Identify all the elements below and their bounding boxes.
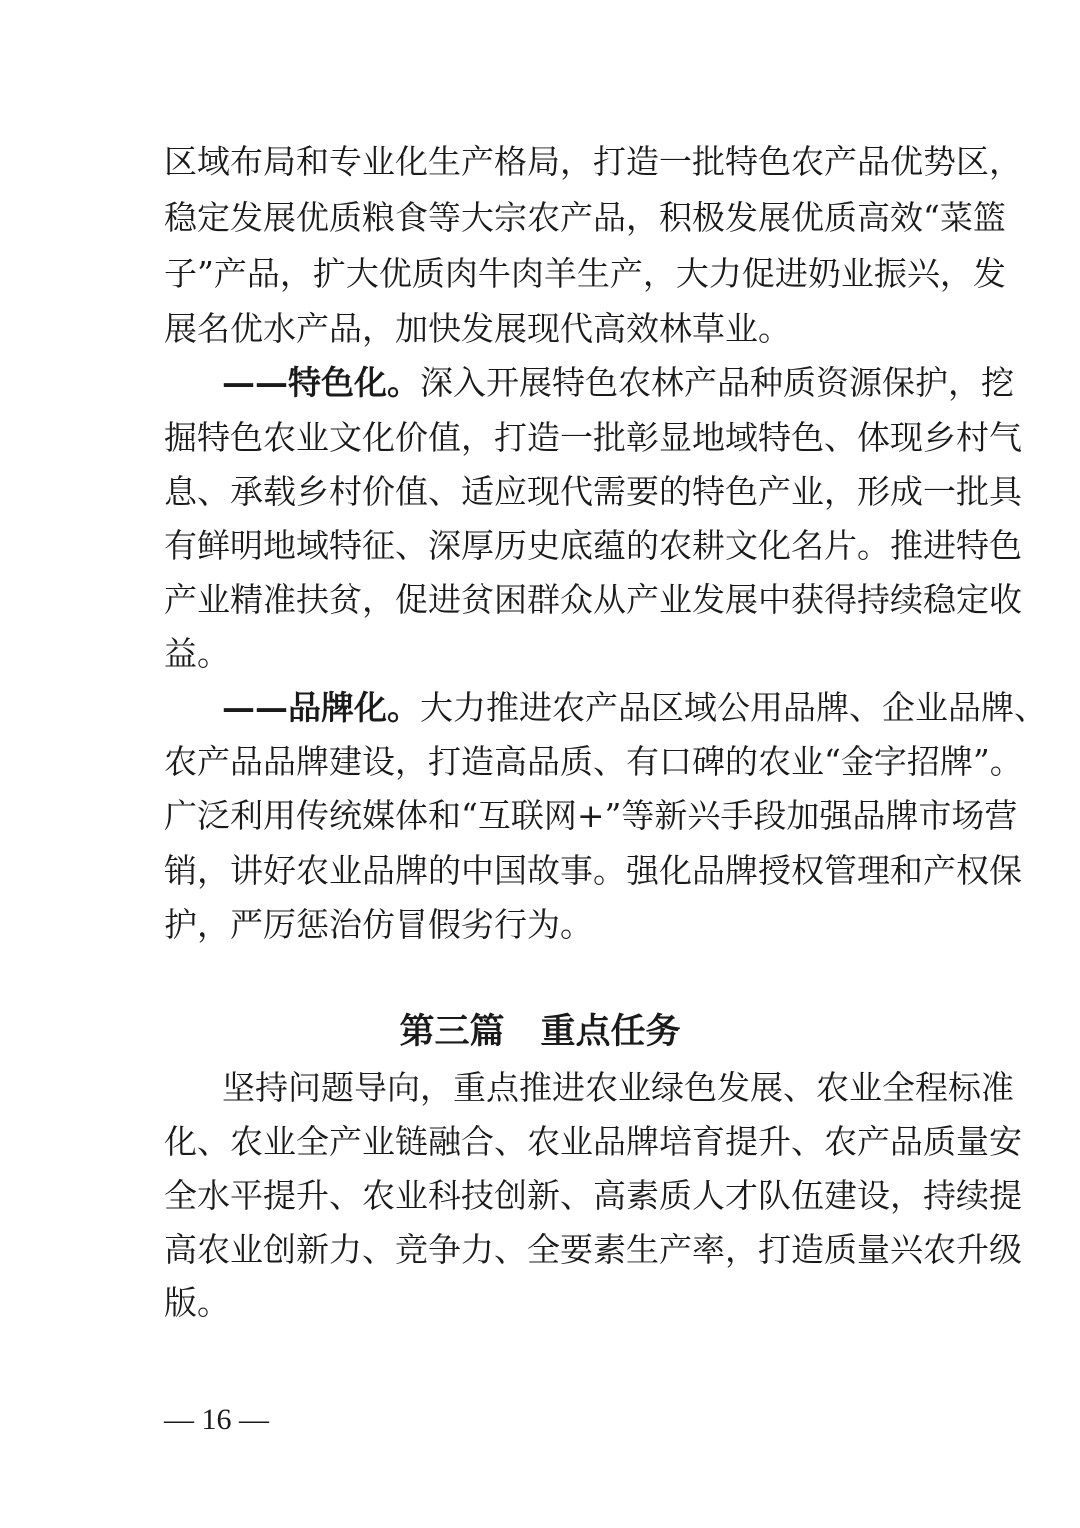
paragraph-2-line-2: 掘特色农业文化价值，打造一批彰显地域特色、体现乡村气 bbox=[164, 418, 1022, 457]
section-paragraph-line-5: 版。 bbox=[164, 1283, 230, 1322]
paragraph-2-line-6: 益。 bbox=[164, 634, 230, 673]
section-part-label: 第三篇 bbox=[399, 1012, 505, 1052]
paragraph-3-line-1 bbox=[222, 686, 1047, 730]
paragraph-3-line-5: 护，严厉惩治仿冒假劣行为。 bbox=[164, 905, 593, 944]
paragraph-2-line-4: 有鲜明地域特征、深厚历史底蕴的农耕文化名片。推进特色 bbox=[164, 526, 1022, 565]
paragraph-1-line-4: 展名优水产品，加快发展现代高效林草业。 bbox=[164, 309, 791, 348]
section-paragraph-line-4: 高农业创新力、竞争力、全要素生产率，打造质量兴农升级 bbox=[164, 1230, 1022, 1269]
paragraph-3-line-1-text: 大力推进农产品区域公用品牌、企业品牌、 bbox=[420, 688, 1047, 727]
paragraph-2-line-3: 息、承载乡村价值、适应现代需要的特色产业，形成一批具 bbox=[164, 472, 1022, 511]
paragraph-2-line-5: 产业精准扶贫，促进贫困群众从产业发展中获得持续稳定收 bbox=[164, 580, 1022, 619]
paragraph-3-lead: ——品牌化。 bbox=[222, 688, 420, 727]
paragraph-2-line-1-text: 深入开展特色农林产品种质资源保护，挖 bbox=[420, 363, 1014, 402]
section-paragraph-line-1: 坚持问题导向，重点推进农业绿色发展、农业全程标准 bbox=[222, 1068, 1014, 1107]
section-paragraph-line-3: 全水平提升、农业科技创新、高素质人才队伍建设，持续提 bbox=[164, 1176, 1022, 1215]
section-title: 重点任务 bbox=[540, 1012, 681, 1052]
paragraph-1-line-2: 稳定发展优质粮食等大宗农产品，积极发展优质高效“菜篮 bbox=[164, 198, 1006, 237]
page-number: — 16 — bbox=[164, 1403, 269, 1436]
paragraph-2-lead: ——特色化。 bbox=[222, 363, 420, 402]
paragraph-1-line-1: 区域布局和专业化生产格局，打造一批特色农产品优势区， bbox=[164, 142, 1022, 181]
paragraph-3-line-4: 销，讲好农业品牌的中国故事。强化品牌授权管理和产权保 bbox=[164, 851, 1022, 890]
section-paragraph-line-2: 化、农业全产业链融合、农业品牌培育提升、农产品质量安 bbox=[164, 1122, 1022, 1161]
paragraph-3-line-3: 广泛利用传统媒体和“互联网+”等新兴手段加强品牌市场营 bbox=[164, 796, 1018, 835]
section-heading bbox=[0, 1006, 1080, 1058]
paragraph-2-line-1 bbox=[222, 361, 1014, 405]
paragraph-1-line-3: 子”产品，扩大优质肉牛肉羊生产，大力促进奶业振兴，发 bbox=[164, 254, 1006, 293]
paragraph-3-line-2: 农产品品牌建设，打造高品质、有口碑的农业“金字招牌”。 bbox=[164, 742, 1023, 781]
